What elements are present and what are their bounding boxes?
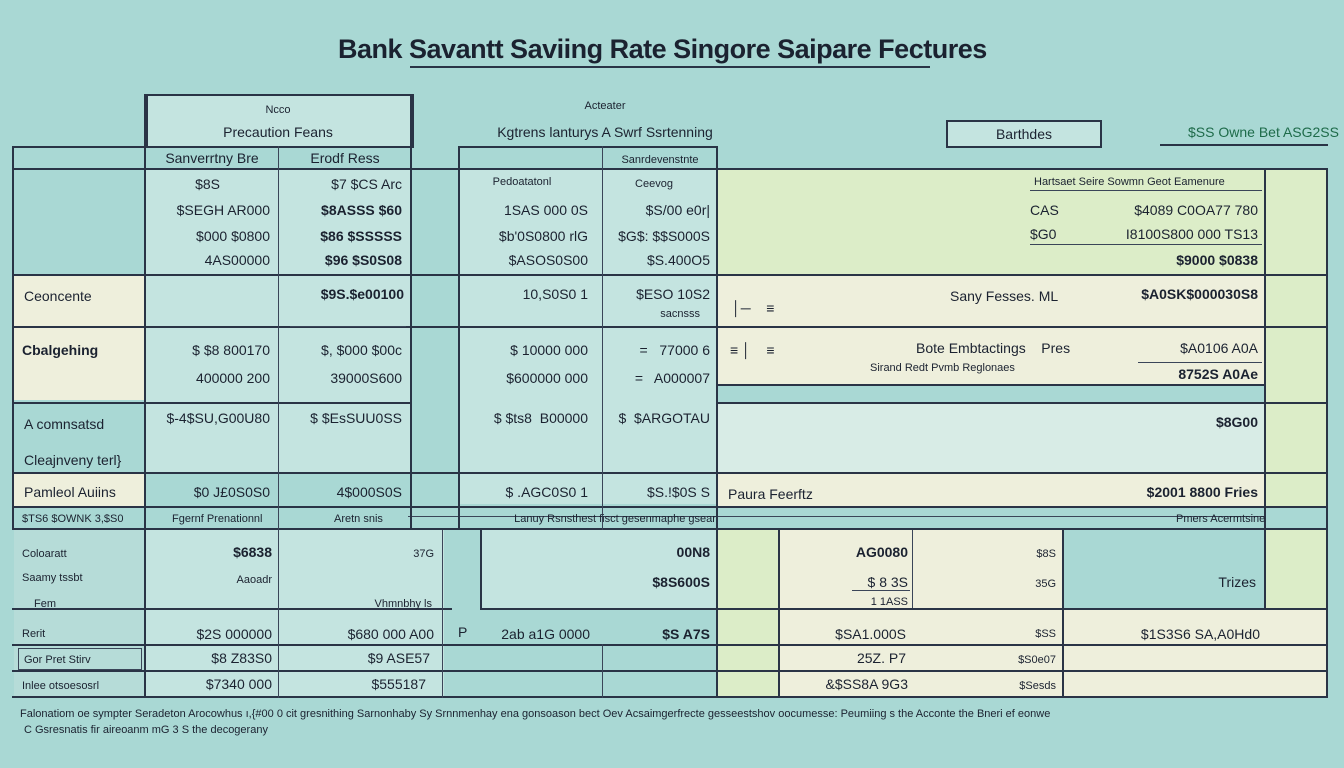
rule [602,146,603,530]
b4-3: $S A7S [662,626,710,642]
bottom-mid-panel [482,530,716,608]
mid-row-2-c2: = A000007 [634,370,710,386]
mid-row-1-c2: = 77000 6 [639,342,710,358]
mid-row-3-c1: $ $ts8 B00000 [493,410,588,426]
footer-line-2: C Gsresnatis fir aireoanm mG 3 S the decogerany [24,724,268,736]
rule [12,696,1328,698]
right-sany: Sany Fesses. ML [950,288,1059,304]
mid-col2-header: Sanrdevenstnte [621,154,699,166]
left-top-c2-2: $86 $SSSSS [320,228,402,244]
right-row-0-value: $4089 C0OA77 780 [1134,202,1258,218]
b6-5: $Sesds [1019,680,1056,692]
row-2-c1: 400000 200 [196,370,270,386]
bottom-label-5: Inlee otsoesosrl [22,680,100,692]
b7-1: Trizes [1218,574,1256,590]
mid-top-c2-2: $S.400O5 [646,252,710,268]
mid-panel [460,170,716,504]
b6-3: $SS [1035,628,1056,640]
rule [1264,530,1266,610]
row-5-c1: $0 J£0S0S0 [193,484,270,500]
rule [1264,168,1266,530]
b5-5: &$SS8A 9G3 [825,676,908,692]
rule [1030,190,1262,191]
mid-row-4-c2: $S.!$0S S [646,484,710,500]
rule [1326,168,1328,698]
rule [12,472,1328,474]
bottom-label-1: Saamy tssbt [22,572,83,584]
b2-4: $9 ASE57 [367,650,430,666]
row-3-c2: $ $EsSUU0SS [310,410,402,426]
b6-4: $S0e07 [1018,654,1056,666]
rule [912,530,913,608]
mid-row-0-note: sacnsss [660,308,700,320]
left-strip-0: $TS6 $OWNK 3,$S0 [22,513,124,525]
right-edge-green [1266,168,1328,508]
b6-0: $8S [1036,548,1056,560]
row-5-c2: 4$000S0S [336,484,402,500]
right-sany-value: $A0SK$000030S8 [1141,286,1258,302]
rule [12,670,1328,672]
left-top-c2-1: $8ASSS $60 [321,202,402,218]
left-col1-header: Sanverrtny Bre [165,150,259,166]
right-row-1-value: I8100S800 000 TS13 [1125,226,1258,242]
mid-row-0-c2: $ESO 10S2 [636,286,710,302]
row-label-0: Ceoncente [24,288,92,304]
b2-0: 37G [413,548,434,560]
b1-0: $6838 [233,544,272,560]
right-bote: Bote Embtactings Pres [916,340,1071,356]
mid-top-c1-2: $ASOS0S00 [508,252,588,268]
row-0-c2: $9S.$e00100 [320,286,404,302]
rule [718,402,1328,404]
b6-1: 35G [1035,578,1056,590]
mid-col1-sub: Pedoatatonl [492,176,552,188]
rule [12,528,1328,530]
right-header-right: $SS Owne Bet ASG2SS [1188,124,1339,140]
left-top-c1-2: $000 $0800 [196,228,270,244]
bottom-label-2: Fem [34,598,56,610]
rule [1160,144,1328,146]
b5-0: AG0080 [855,544,908,560]
b2-5: $555187 [371,676,426,692]
left-top-c1-1: $SEGH AR000 [176,202,270,218]
rule [290,326,406,327]
b1-4: $8 Z83S0 [211,650,272,666]
rule [12,146,14,530]
mid-col2-sub: Ceevog [635,178,673,190]
left-caption-small: Ncco [265,104,291,116]
rule [480,530,482,610]
page-title: Bank Savantt Saviing Rate Singore Saipare Fectures [338,34,987,64]
mid-row-2-c1: $600000 000 [506,370,588,386]
row-1-c1: $ $8 800170 [192,342,270,358]
right-row-1-label: $G0 [1030,226,1057,242]
right-sirend-value: 8752S A0Ae [1178,366,1258,382]
right-strip: Pmers Acermtsine [1176,513,1266,525]
left-strip-2: Aretn snis [334,513,383,525]
mid-row-4-c1: $ .AGC0S0 1 [505,484,588,500]
rule [12,506,1328,508]
left-top-c2-3: $96 $S0S08 [324,252,402,268]
rule [12,326,1328,328]
title-underline [410,66,930,68]
rule [458,146,716,148]
row-2-c2: 39000S600 [330,370,402,386]
right-paura: Paura Feerftz [728,486,813,502]
right-sub-header: Hartsaet Seire Sowmn Geot Eamenure [1034,176,1225,188]
left-col2-header: Erodf Ress [310,150,380,166]
mid-row-0-c1: 10,S0S0 1 [522,286,588,302]
left-top-c1-3: 4AS00000 [204,252,270,268]
b2-3: $680 000 A00 [347,626,434,642]
mid-caption: Kgtrens lanturys A Swrf Ssrtenning [497,124,713,140]
rule [1138,362,1262,363]
bottom-label-0: Coloaratt [22,548,67,560]
bottom-label-4: Gor Pret Stirv [24,654,91,666]
rule [278,530,279,698]
rule [12,402,412,404]
row-label-1: Cbalgehing [22,342,99,358]
b1-5: $7340 000 [205,676,272,692]
left-label-cream-2 [14,328,146,400]
mid-row-1-c1: $ 10000 000 [510,342,588,358]
row-label-3: A comnsatsd [24,416,105,432]
rule [1062,530,1064,698]
b1-1: Aaoadr [236,574,272,586]
right-sirend: Sirand Redt Pvmb Reglonaes [870,362,1015,374]
b5-4: 25Z. P7 [856,650,906,666]
b4-0: 00N8 [676,544,710,560]
mid-top-c1-1: $b'0S0800 rlG [498,228,588,244]
b5-1: $ 8 3S [867,574,908,590]
rule [442,530,443,698]
right-header-left: Barthdes [995,126,1053,142]
bottom-edge-green [1266,530,1328,610]
rule [852,590,910,591]
b4-1: $8S600S [652,574,710,590]
mid-row-3-c2: $ $ARGOTAU [618,410,710,426]
rule [1030,244,1262,245]
row-label-4: Cleajnveny terl} [24,452,122,468]
b3-3: 2ab a1G 0000 [501,626,590,642]
b5-2: 1 1ASS [870,596,908,608]
rule [12,168,1328,170]
right-paura-value: $2001 8800 Fries [1146,484,1258,500]
footer-line-1: Falonatiom oe sympter Seradeton Arocowhus ı,{#00 0 cit gresnithing Sarnonhaby Sy Srnnmenhay ena gonsoason bect Oev Acsaimgerfrecte gesseestshov oocumesse: Peumiing s the Acconte the Bneri ef eonwe [20,708,1051,720]
right-icons-b: ≡ │ ≡ [730,342,775,358]
mid-top-c1-0: 1SAS 000 0S [503,202,588,218]
right-row-0-label: CAS [1030,202,1059,218]
b7-3: $1S3S6 SA,A0Hd0 [1140,626,1260,642]
left-top-c2-0: $7 $CS Arc [331,176,402,192]
left-caption: Precaution Feans [223,124,333,140]
right-icons-a: │─ ≡ [732,300,775,316]
b5-3: $SA1.000S [835,626,906,642]
row-1-c2: $, $000 $00c [321,342,402,358]
right-v1: $8G00 [1215,414,1258,430]
b2-2: Vhmnbhy ls [374,598,432,610]
rule [716,146,718,698]
mid-caption-small: Acteater [584,100,626,112]
left-strip-1: Fgernf Prenationnl [172,513,263,525]
rule [12,644,1328,646]
mid-top-c2-1: $G$: $$S000S [618,228,710,244]
mid-top-c2-0: $S/00 e0r| [645,202,710,218]
right-bote-value: $A0106 A0A [1180,340,1258,356]
rule [718,384,1264,386]
rule [12,146,412,148]
rule [12,274,1328,276]
right-row-2-value: $9000 $0838 [1176,252,1258,268]
bottom-mid-mark: P [458,624,468,640]
bottom-right-cream [1064,610,1328,696]
mid-strip: Lanuy Rsnsthest fisct gesenmaphe gsear [514,513,716,525]
bottom-label-3: Rerit [22,628,46,640]
rule [410,94,412,530]
b1-3: $2S 000000 [196,626,272,642]
row-3-c1: $-4$SU,G00U80 [166,410,270,426]
left-top-c1-0: $8S [195,176,220,192]
rule [602,644,603,698]
row-label-5: Pamleol Auiins [24,484,116,500]
rule [278,146,279,530]
